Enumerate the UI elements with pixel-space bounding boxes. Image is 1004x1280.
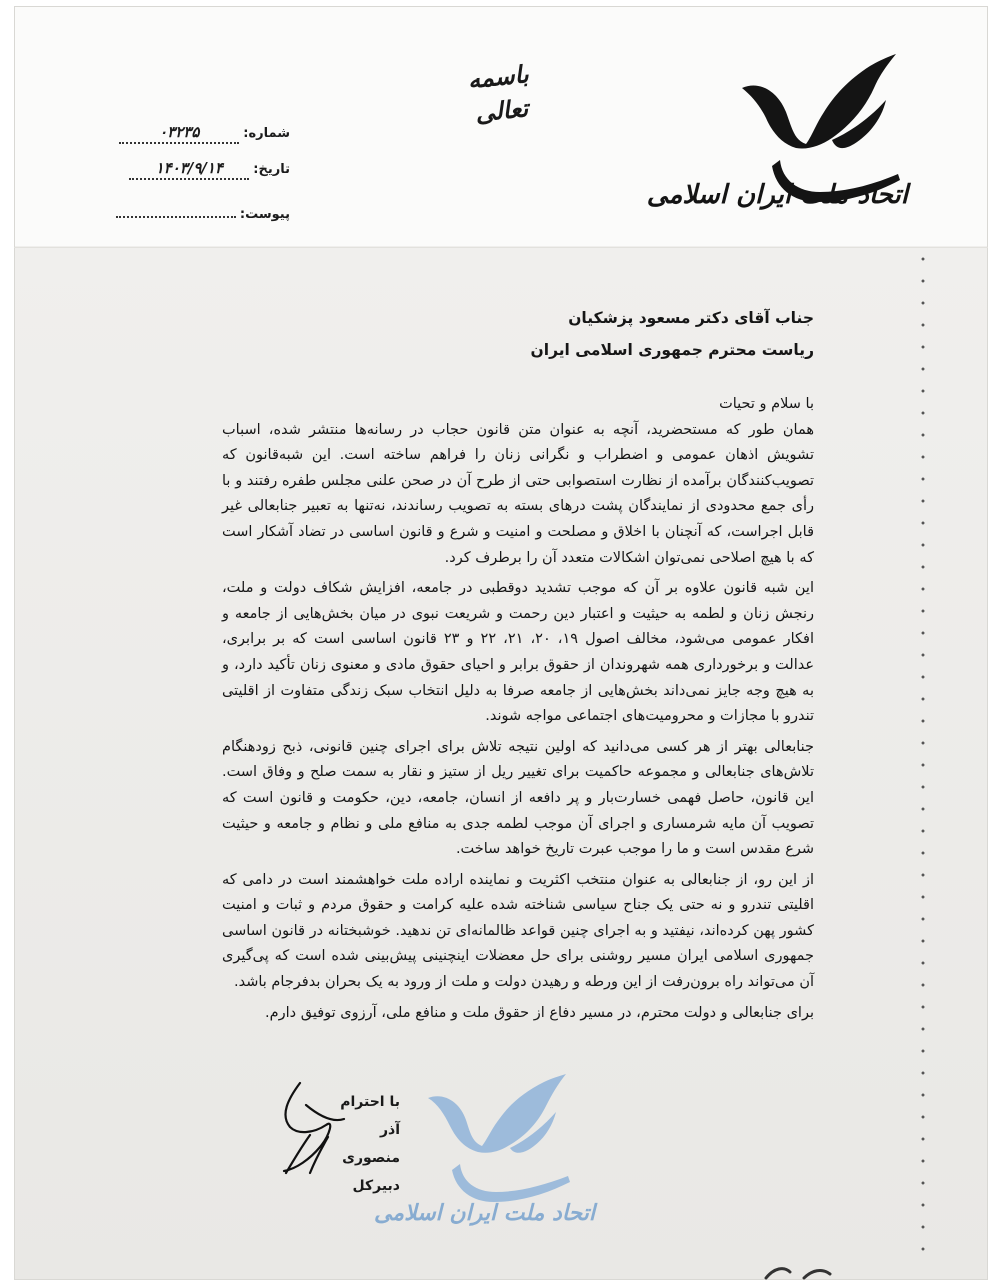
paragraph-4: از این رو، از جنابعالی به عنوان منتخب اکثریت و نماینده اراده ملت خواهشمند است در دامی که اقلیتی تندرو و نه حتی یک جناح سیاسی شناخته شده علیه کرامت و حقوق مردم و ثبات و امنیت کشور پهن کرده‌اند، نیفتید و به اجرای چنین قواعد ظالمانه‌ای تن ندهید. خوشبختانه در قانون اساسی جمهوری اسلامی ایران مسیر روشنی برای حل معضلات اینچنینی پیش‌بینی شده است که پی‌گیری آن می‌تواند راه برون‌رفت از این ورطه و رهیدن دولت و ملت از ورود به یک بحران بدفرجام باشد. [222, 871, 814, 991]
number-label: شماره: [243, 126, 290, 141]
bismillah-heading: باسمه تعالی [466, 59, 530, 128]
addressee [222, 302, 814, 366]
date-value: ۱۴۰۳/۹/۱۴ [129, 160, 249, 180]
scan-fold-line [14, 247, 988, 248]
date-label: تاریخ: [253, 162, 290, 177]
letter-date-field [110, 160, 290, 180]
attachment-label: پیوست: [239, 207, 290, 222]
attachment-value [116, 198, 236, 218]
signer-name: آذر منصوری [342, 1122, 400, 1166]
attachment-field [110, 198, 290, 222]
bottom-logo-fragment-icon [760, 1262, 840, 1280]
closing-line: برای جنابعالی و دولت محترم، در مسیر دفاع از حقوق ملت و منافع ملی، آرزوی توفیق دارم. [265, 1004, 814, 1021]
perforation-dots [921, 248, 925, 1268]
paragraph-2: این شبه قانون علاوه بر آن که موجب تشدید دوقطبی در جامعه، افزایش شکاف دولت و ملت، رنجش زنان و لطمه به حیثیت و اعتبار دین رحمت و شریعت نبوی در میان بخش‌هایی از جامعه و افکار عمومی می‌شود، مخالف اصول ۱۹، ۲۰، ۲۱، ۲۲ و ۲۳ قانون اساسی است که بر برابری، عدالت و برخورداری همه شهروندان از حقوق برابر و احیای حقوق مادی و معنوی زنان تأکید دارد، و به هیچ وجه جایز نمی‌داند بخش‌هایی از جامعه صرفا به دلیل انتخاب سبک زندگی متفاوت از اقلیتی تندرو با مجازات و محرومیت‌های اجتماعی مواجه شوند. [222, 580, 815, 725]
paragraph-1: همان طور که مستحضرید، آنچه به عنوان متن قانون حجاب در رسانه‌ها منتشر شده، اسباب تشویش اذهان عمومی و اضطراب و نگرانی زنان را فراهم ساخته است. این شبه‌قانون که تصویب‌کنندگان برآمده از نظارت استصوابی حتی از طرح آن در صحن علنی مجلس طفره رفتند و با رأی جمع محدودی از نمایندگان پشت درهای بسته به تصویب رساندند، نه‌تنها به تعبیر جنابعالی غیر قابل اجراست، که آنچنان با اخلاق و مصلحت و امنیت و شرع و قانون اساسی در تضاد آشکار است که با هیچ اصلاحی نمی‌توان اشکالات متعدد آن را برطرف کرد. [222, 421, 814, 566]
regards-text: با احترام [340, 1094, 400, 1110]
addressee-name: جناب آقای دکتر مسعود پزشکیان [568, 309, 814, 327]
addressee-title: ریاست محترم جمهوری اسلامی ایران [530, 341, 814, 359]
letter-body [222, 302, 814, 1031]
signature-block [330, 1088, 400, 1200]
greeting: با سلام و تحیات [719, 396, 814, 412]
signer-title: دبیرکل [352, 1178, 400, 1194]
brand-name: اتحاد ملت ایران اسلامی [646, 180, 908, 210]
stamp-text: اتحاد ملت ایران اسلامی [373, 1200, 595, 1226]
paragraph-3: جنابعالی بهتر از هر کسی می‌دانید که اولین نتیجه تلاش برای اجرای چنین قانونی، ذبح زودهنگام تلاش‌های جنابعالی و مجموعه حاکمیت برای تغییر ریل از ستیز و نقار به سمت صلح و وفاق است. این قانون، حاصل فهمی خسارت‌بار و پر دافعه از انسان، جامعه، دین، حکومت و قانون است که تصویب آن مایه شرمساری و اجرای آن موجب لطمه جدی به منافع ملی و نظام و جامعه و حیثیت شرع مقدس است و ما را موجب عبرت تاریخ خواهد ساخت. [222, 738, 814, 858]
number-value: ۰۳۲۳۵ [119, 124, 239, 144]
letter-number-field [110, 124, 290, 144]
